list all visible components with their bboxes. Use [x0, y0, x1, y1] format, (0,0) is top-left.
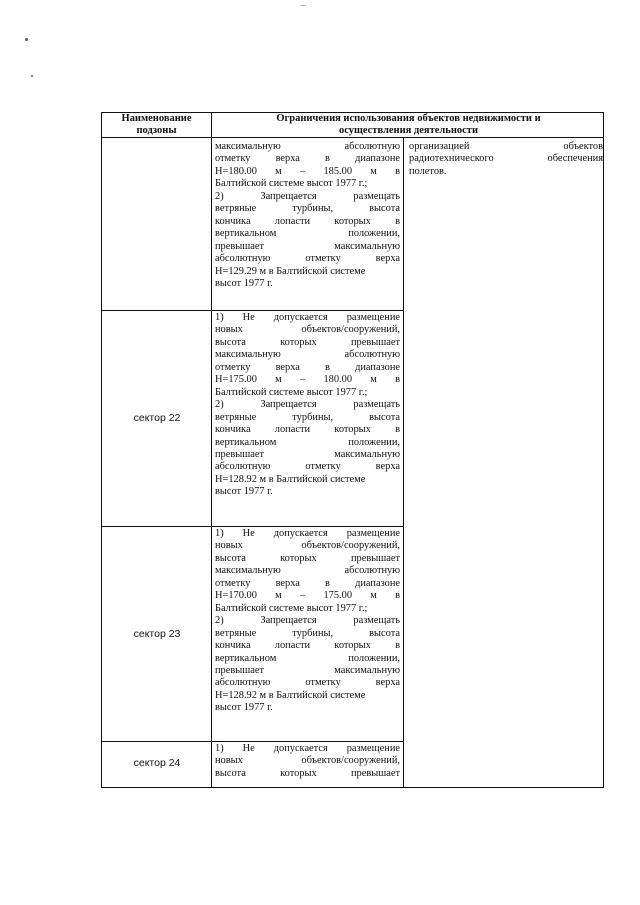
sector-label: сектор 24 [133, 757, 181, 769]
text-line: отметку верха в диапазоне [215, 153, 400, 165]
text-line: вертикальном положении, [215, 652, 400, 664]
text-line: ветряные турбины, высота [215, 203, 400, 215]
header-line: Ограничения использования объектов недвижимости и [276, 113, 541, 124]
text-line: Н=170.00 м – 175.00 м в [215, 590, 400, 602]
text-line: новых объектов/сооружений, [215, 540, 400, 552]
text-line: максимальную абсолютную [215, 565, 400, 577]
text-line: Балтийской системе высот 1977 г.; [215, 386, 368, 398]
text-line: 1) Не допускается размещение [215, 743, 400, 754]
text-line: новых объектов/сооружений, [215, 324, 400, 336]
text-line: абсолютную отметку верха [215, 253, 400, 265]
text-line: вертикальном положении, [215, 228, 400, 240]
header-restrictions [212, 113, 605, 137]
column-divider [403, 137, 404, 787]
text-line: абсолютную отметку верха [215, 677, 400, 689]
row-divider [102, 741, 403, 742]
text-line: отметку верха в диапазоне [215, 361, 400, 373]
note-cell [409, 141, 603, 178]
text-line: превышает максимальную [215, 240, 400, 252]
text-line: организацией объектов [409, 141, 603, 152]
text-line: 1) Не допускается размещение [215, 312, 400, 323]
text-line: Н=180.00 м – 185.00 м в [215, 165, 400, 177]
row-divider [102, 310, 403, 311]
text-line: 2) Запрещается размещать [215, 615, 400, 627]
text-line: кончика лопасти которых в [215, 424, 400, 436]
text-line: Балтийской системе высот 1977 г.; [215, 602, 368, 614]
scan-speck [31, 75, 33, 77]
text-line: высот 1977 г. [215, 486, 273, 498]
header-divider [102, 137, 603, 138]
text-line: Н=128.92 м в Балтийской системе [215, 689, 366, 701]
text-line: Н=175.00 м – 180.00 м в [215, 374, 400, 386]
text-line: отметку верха в диапазоне [215, 577, 400, 589]
restriction-cell [215, 312, 400, 499]
restriction-cell [215, 141, 400, 290]
text-line: кончика лопасти которых в [215, 215, 400, 227]
text-line: превышает максимальную [215, 448, 400, 460]
text-line: Н=129.29 м в Балтийской системе [215, 265, 366, 277]
text-line: высот 1977 г. [215, 277, 273, 289]
text-line: Балтийской системе высот 1977 г.; [215, 178, 368, 190]
text-line: 2) Запрещается размещать [215, 399, 400, 411]
text-line: полетов. [409, 165, 447, 177]
text-line: ветряные турбины, высота [215, 411, 400, 423]
restriction-cell [215, 743, 400, 780]
text-line: максимальную абсолютную [215, 349, 400, 361]
text-line: радиотехнического обеспечения [409, 153, 603, 165]
scan-speck [300, 5, 306, 6]
text-line: новых объектов/сооружений, [215, 755, 400, 767]
text-line: превышает максимальную [215, 664, 400, 676]
restrictions-table [101, 112, 604, 788]
text-line: 2) Запрещается размещать [215, 190, 400, 202]
text-line: ветряные турбины, высота [215, 627, 400, 639]
row-divider [102, 526, 403, 527]
column-divider [211, 113, 212, 787]
text-line: максимальную абсолютную [215, 141, 400, 152]
text-line: абсолютную отметку верха [215, 461, 400, 473]
sector-label: сектор 22 [133, 412, 181, 424]
text-line: высота которых превышает [215, 767, 400, 779]
text-line: кончика лопасти которых в [215, 640, 400, 652]
text-line: 1) Не допускается размещение [215, 528, 400, 539]
scan-speck [25, 38, 28, 41]
text-line: вертикальном положении, [215, 436, 400, 448]
text-line: высот 1977 г. [215, 702, 273, 714]
header-subzone-name [102, 113, 211, 137]
header-line: подзоны [136, 124, 177, 136]
header-line: Наименование [121, 113, 192, 124]
text-line: высота которых превышает [215, 336, 400, 348]
header-line: осуществления деятельности [338, 124, 479, 136]
sector-label: сектор 23 [133, 628, 181, 640]
text-line: Н=128.92 м в Балтийской системе [215, 473, 366, 485]
restriction-cell [215, 528, 400, 715]
text-line: высота которых превышает [215, 552, 400, 564]
